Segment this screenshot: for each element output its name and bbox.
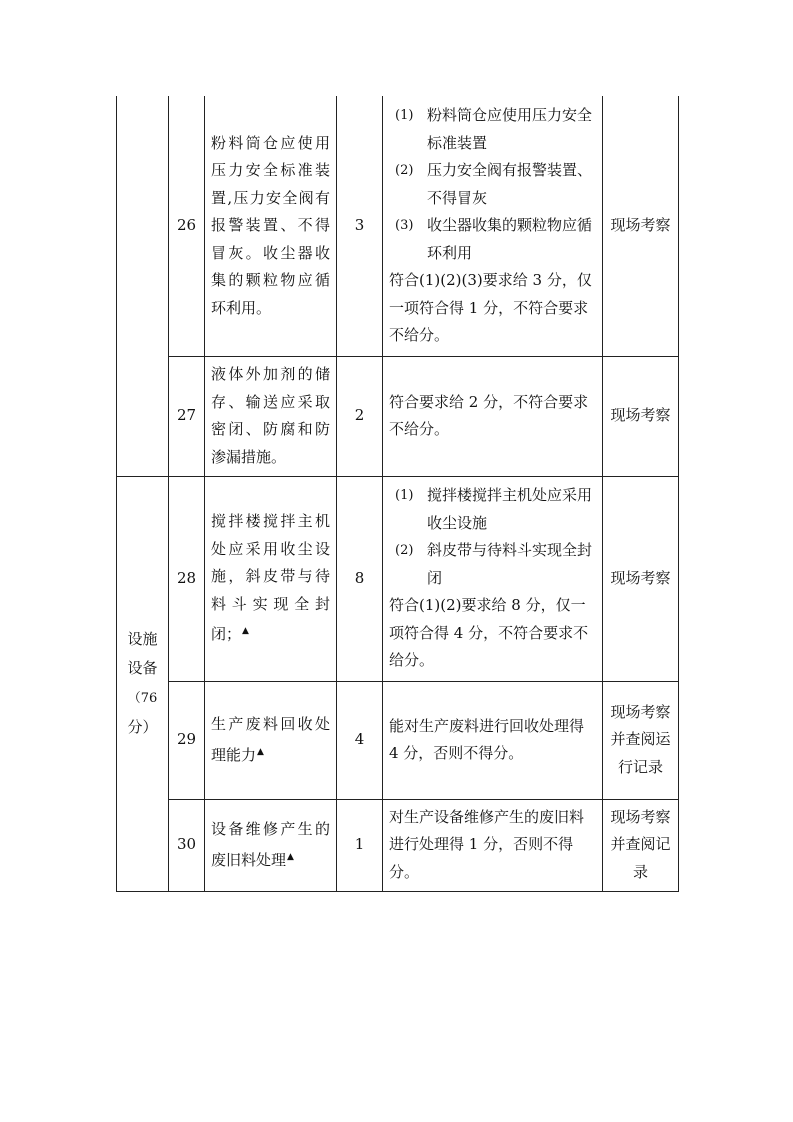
rule-summary: 符合(1)(2)(3)要求给 3 分，仅一项符合得 1 分，不符合要求不给分。 xyxy=(389,271,592,344)
category-score: 分） xyxy=(127,718,158,736)
item-content: 设备维修产生的废旧料处理▲ xyxy=(205,799,337,891)
scoring-rule: 对生产设备维修产生的废旧料进行处理得 1 分，否则不得分。 xyxy=(383,799,603,891)
item-content: 生产废料回收处理能力▲ xyxy=(205,681,337,799)
category-label: 设备 xyxy=(127,659,158,677)
table-row xyxy=(117,96,679,356)
item-score: 2 xyxy=(337,356,383,476)
category-cell-previous xyxy=(117,96,169,476)
assessment-method: 现场考察并查阅记录 xyxy=(603,799,679,891)
triangle-marker: ▲ xyxy=(287,851,294,862)
category-score: （76 xyxy=(127,691,158,706)
item-score: 4 xyxy=(337,681,383,799)
table-row xyxy=(117,799,679,891)
assessment-method: 现场考察 xyxy=(603,476,679,681)
item-content: 粉料筒仓应使用压力安全标准装置,压力安全阀有报警装置、不得冒灰。收尘器收集的颗粒物应循环利用。 xyxy=(205,96,337,356)
rule-subitem: (1) 搅拌楼搅拌主机处应采用收尘设施 xyxy=(395,486,593,532)
item-content: 搅拌楼搅拌主机处应采用收尘设施，斜皮带与待料斗实现全封闭；▲ xyxy=(205,476,337,681)
rule-subitem: (2) 斜皮带与待料斗实现全封闭 xyxy=(395,541,593,587)
assessment-method: 现场考察并查阅运行记录 xyxy=(603,681,679,799)
table-row xyxy=(117,476,679,681)
item-number: 27 xyxy=(169,356,205,476)
scoring-rule xyxy=(383,96,603,356)
item-content: 液体外加剂的储存、输送应采取密闭、防腐和防渗漏措施。 xyxy=(205,356,337,476)
scoring-table xyxy=(116,96,679,892)
item-number: 30 xyxy=(169,799,205,891)
triangle-marker: ▲ xyxy=(242,626,249,637)
scoring-rule xyxy=(383,476,603,681)
rule-summary: 符合(1)(2)要求给 8 分，仅一项符合得 4 分，不符合要求不给分。 xyxy=(389,596,589,670)
category-label: 设施 xyxy=(127,630,158,648)
item-number: 26 xyxy=(169,96,205,356)
table-row xyxy=(117,356,679,476)
item-number: 29 xyxy=(169,681,205,799)
assessment-method: 现场考察 xyxy=(603,96,679,356)
triangle-marker: ▲ xyxy=(257,746,264,757)
item-number: 28 xyxy=(169,476,205,681)
scoring-rule: 能对生产废料进行回收处理得 4 分，否则不得分。 xyxy=(383,681,603,799)
rule-subitem: (3) 收尘器收集的颗粒物应循环利用 xyxy=(395,216,593,262)
category-cell xyxy=(117,476,169,891)
scoring-rule: 符合要求给 2 分，不符合要求不给分。 xyxy=(383,356,603,476)
item-score: 3 xyxy=(337,96,383,356)
assessment-method: 现场考察 xyxy=(603,356,679,476)
rule-subitem: (1) 粉料筒仓应使用压力安全标准装置 xyxy=(395,106,593,152)
item-score: 1 xyxy=(337,799,383,891)
item-score: 8 xyxy=(337,476,383,681)
table-row xyxy=(117,681,679,799)
rule-subitem: (2) 压力安全阀有报警装置、不得冒灰 xyxy=(395,161,593,207)
